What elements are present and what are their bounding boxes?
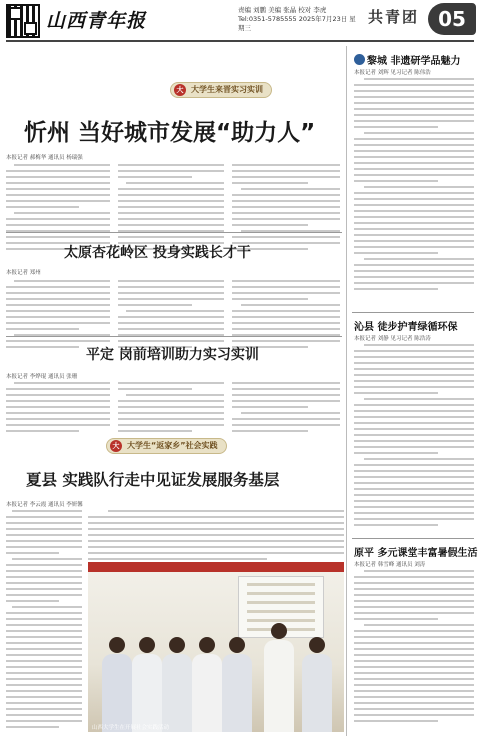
masthead-rule (6, 40, 474, 42)
divider-article2 (6, 336, 342, 337)
masthead (0, 0, 480, 44)
photo-person (132, 637, 162, 732)
article1-byline: 本报记者 郝梅华 通讯员 杨瑞强 (6, 155, 83, 161)
banner-internship-label: 大学生来晋实习实训 (191, 85, 263, 94)
divider-side1 (352, 312, 474, 313)
masthead-info (238, 6, 360, 33)
side2-headline-text: 沁县 徒步护青绿循环保 (354, 322, 458, 333)
side2-headline (354, 318, 457, 333)
photo-person (222, 637, 252, 732)
side2-body (354, 344, 474, 530)
article3-byline: 本报记者 李烨琨 通讯员 张珊 (6, 374, 78, 380)
article3-headline: 平定 岗前培训助力实习实训 (86, 347, 259, 363)
photo-person (264, 623, 294, 732)
side1-byline: 本报记者 刘辉 见习记者 陈伟浩 (354, 70, 431, 76)
article2-col2 (118, 280, 224, 352)
side1-headline (354, 52, 460, 67)
photo-person (302, 637, 332, 732)
side3-byline: 本报记者 韩雪峰 通讯员 刘涛 (354, 562, 426, 568)
article4-headline: 夏县 实践队行走中见证发展服务基层 (26, 471, 280, 489)
divider-article1 (6, 232, 342, 233)
article2-headline: 太原杏花岭区 投身实践长才干 (64, 245, 251, 261)
column-rule (346, 46, 347, 736)
article3-col3 (232, 382, 340, 436)
league-emblem-icon (354, 54, 365, 65)
page-number-badge: 05 (428, 3, 476, 35)
section-name: 共青团 (368, 8, 420, 26)
masthead-editors: 责编 刘鹏 美编 张晶 校对 李虎 (238, 6, 327, 14)
banner-return-home-label: 大学生“返家乡”社会实践 (127, 441, 218, 450)
article4-byline: 本报记者 李云霞 通讯员 李妍馨 (6, 502, 83, 508)
article3-col1 (6, 382, 110, 436)
side2-byline: 本报记者 刘静 见习记者 陈浩涛 (354, 336, 431, 342)
qr-code-icon[interactable] (6, 4, 40, 38)
side1-headline-text: 黎城 非遗研学品魅力 (367, 56, 461, 67)
article2-col3 (232, 280, 340, 352)
article3-col2 (118, 382, 224, 436)
side1-body (354, 78, 474, 294)
article2-col1 (6, 280, 110, 352)
photo-person (192, 637, 222, 732)
photo-caption: 山西大学生在开展社会实践活动 (92, 725, 170, 731)
article1-col2 (118, 164, 224, 254)
banner-internship (170, 82, 272, 98)
article1-col3 (232, 164, 340, 254)
masthead-contact-date: Tel:0351-5785555 2025年7月23日 星期三 (238, 15, 356, 32)
article1-col1 (6, 164, 110, 254)
banner-dot-icon: 大 (110, 440, 122, 452)
article1-headline: 忻州 当好城市发展“助力人” (24, 120, 316, 146)
banner-dot-icon: 大 (174, 84, 186, 96)
banner-return-home (106, 438, 227, 454)
article4-col2-top (88, 510, 344, 564)
article4-photo (88, 562, 344, 732)
divider-side2 (352, 538, 474, 539)
side3-headline-text: 原平 多元课堂丰富暑假生活 (354, 548, 478, 559)
photo-banner (88, 562, 344, 572)
side3-body (354, 570, 474, 726)
photo-person (102, 637, 132, 732)
newspaper-logo: 山西青年报 (46, 10, 147, 32)
article4-col1 (6, 510, 82, 732)
side3-headline (354, 544, 477, 559)
article2-byline: 本报记者 郑州 (6, 270, 41, 276)
photo-person (162, 637, 192, 732)
